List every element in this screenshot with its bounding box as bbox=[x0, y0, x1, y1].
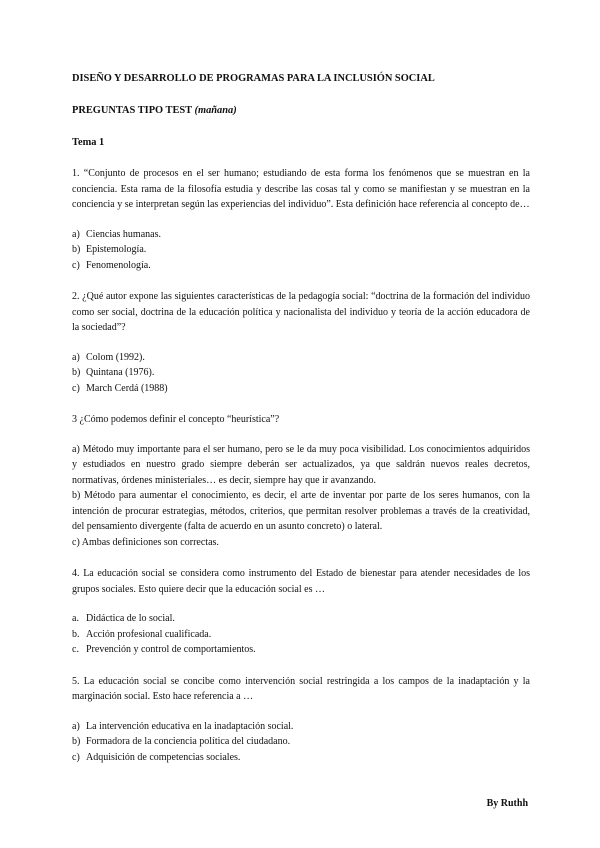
option bbox=[72, 734, 530, 750]
option-label: c) bbox=[72, 259, 80, 271]
subtitle-main: PREGUNTAS TIPO TEST bbox=[72, 105, 192, 116]
option bbox=[72, 611, 530, 627]
option bbox=[72, 381, 530, 397]
option-text: March Cerdá (1988) bbox=[86, 382, 168, 394]
option-text: Fenomenología. bbox=[86, 259, 151, 271]
option-c-paragraph: c) Ambas definiciones son correctas. bbox=[72, 536, 219, 548]
question-2-text: 2. ¿Qué autor expone las siguientes características de la pedagogía social: “doctrina de la formación del individuo como ser social, doctrina de la educación política y nacionalista del individuo y teoría de la acción educadora de la sociedad”? bbox=[72, 291, 530, 333]
option-text: Ciencias humanas. bbox=[86, 228, 161, 240]
option bbox=[72, 750, 530, 766]
option-b-paragraph: b) Método para aumentar el conocimiento, es decir, el arte de inventar por parte de los seres humanos, con la intención de procurar estrategias, métodos, criterios, que permitan resolver problemas a través de la creatividad, del pensamiento divergente (falta de acuerdo en un asunto concreto) o lateral. bbox=[72, 490, 530, 532]
option-text: Quintana (1976). bbox=[86, 367, 155, 378]
option-a-paragraph: a) Método muy importante para el ser humano, pero se le da muy poca visibilidad. Los conocimientos adquiridos y estudiados en nuestro grado siempre deberán ser actualizados, ya que saldrán nuevos reales decretos, normativas, órdenes ministeriales… es decir, siempre hay que ir avanzando. bbox=[72, 443, 530, 486]
subtitle-paren: (mañana) bbox=[194, 105, 237, 116]
question-2-options bbox=[72, 350, 530, 397]
option-label: a) bbox=[72, 228, 80, 240]
option bbox=[72, 227, 530, 243]
question-4-options bbox=[72, 611, 530, 658]
question-1-options bbox=[72, 227, 530, 274]
option-label: a) bbox=[72, 720, 80, 732]
section-heading: Tema 1 bbox=[72, 137, 105, 148]
option bbox=[72, 642, 530, 658]
option bbox=[72, 350, 530, 366]
document-title: DISEÑO Y DESARROLLO DE PROGRAMAS PARA LA INCLUSIÓN SOCIAL bbox=[72, 73, 435, 84]
document-page bbox=[72, 72, 530, 765]
option bbox=[72, 627, 530, 643]
option-text: Colom (1992). bbox=[86, 351, 145, 363]
option-text: Acción profesional cualificada. bbox=[86, 628, 212, 640]
question-5-text: 5. La educación social se concibe como intervención social restringida a los campos de la inadaptación y la marginación social. Esto hace referencia a … bbox=[72, 675, 530, 702]
option-label: b. bbox=[72, 628, 80, 640]
question-3-text: 3 ¿Cómo podemos definir el concepto “heurística”? bbox=[72, 414, 280, 425]
option-label: c. bbox=[72, 644, 79, 655]
question-3-options bbox=[72, 442, 530, 551]
option-label: a. bbox=[72, 613, 79, 624]
option-label: c) bbox=[72, 751, 80, 763]
option bbox=[72, 242, 530, 258]
author-signature: By Ruthh bbox=[486, 798, 528, 809]
option-text: Epistemología. bbox=[86, 244, 147, 255]
option-label: b) bbox=[72, 367, 81, 378]
option-label: c) bbox=[72, 382, 80, 394]
option bbox=[72, 719, 530, 735]
question-1-text: 1. “Conjunto de procesos en el ser humano; estudiando de esta forma los fenómenos que se muestran en la conciencia. Esta rama de la filosofía estudia y describe las cosas tal y como se manifiestan y se muestran en la conciencia y se interpretan según las experiencias del individuo”. Esta definición hace referencia al concepto de… bbox=[72, 168, 530, 210]
document-subtitle bbox=[72, 104, 530, 118]
option-text: Formadora de la conciencia política del ciudadano. bbox=[86, 736, 291, 747]
option-label: a) bbox=[72, 351, 80, 363]
option-text: Didáctica de lo social. bbox=[86, 613, 175, 624]
option-text: Prevención y control de comportamientos. bbox=[86, 644, 256, 655]
question-5-options bbox=[72, 719, 530, 766]
question-4-text: 4. La educación social se considera como instrumento del Estado de bienestar para atender necesidades de los grupos sociales. Esto quiere decir que la educación social es … bbox=[72, 568, 530, 595]
option-text: Adquisición de competencias sociales. bbox=[86, 751, 241, 763]
option-text: La intervención educativa en la inadaptación social. bbox=[86, 720, 294, 732]
option-label: b) bbox=[72, 736, 81, 747]
option bbox=[72, 365, 530, 381]
option-label: b) bbox=[72, 244, 81, 255]
option bbox=[72, 258, 530, 274]
